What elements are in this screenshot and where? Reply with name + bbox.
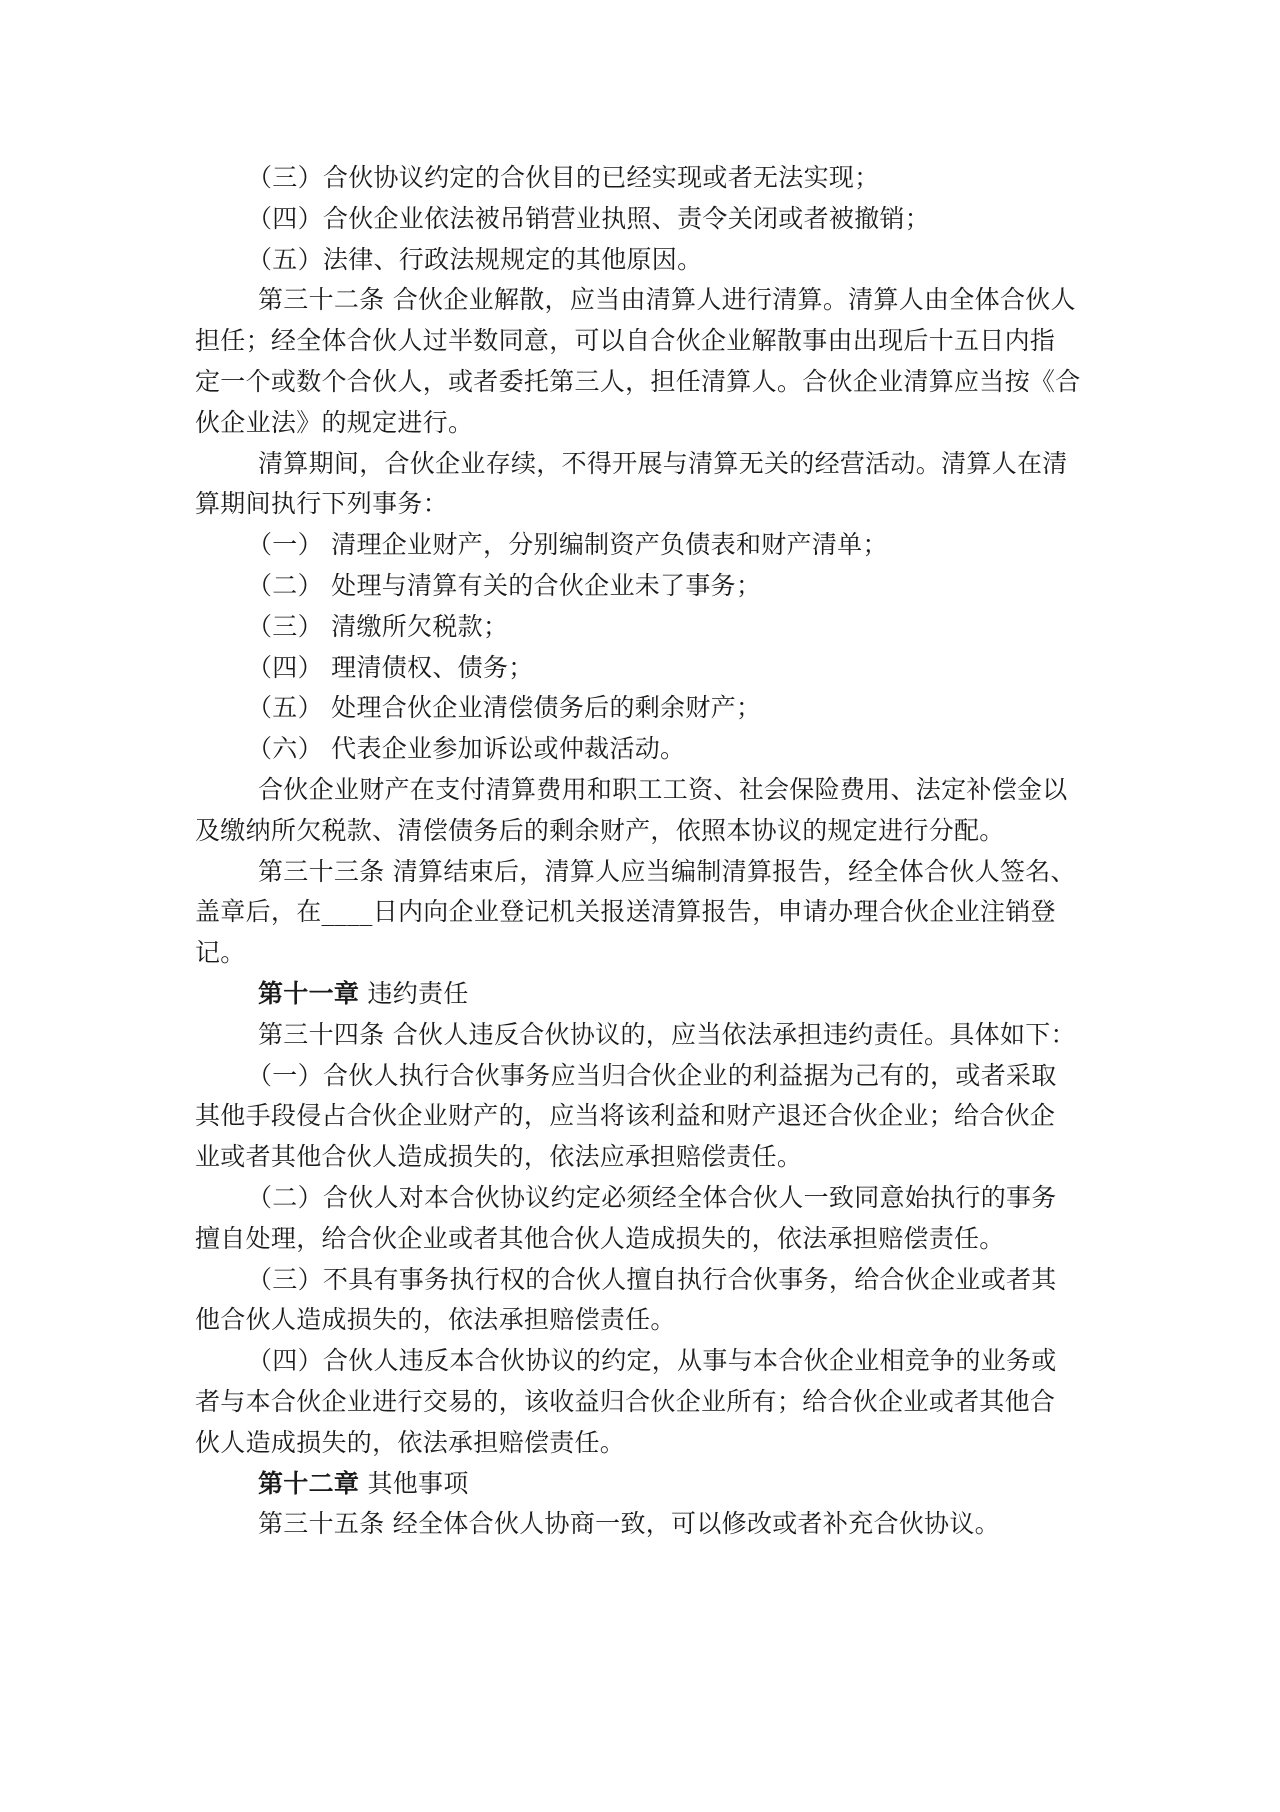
text-line: 定一个或数个合伙人，或者委托第三人，担任清算人。合伙企业清算应当按《合 (195, 366, 1081, 396)
list-item: （五） 处理合伙企业清偿债务后的剩余财产； (247, 693, 762, 723)
list-item: （二） 处理与清算有关的合伙企业未了事务； (247, 570, 762, 600)
article-35-heading-line: 第三十五条 经全体合伙人协商一致，可以修改或者补充合伙协议。 (258, 1509, 1000, 1539)
text-line: 伙企业法》的规定进行。 (195, 407, 474, 437)
text-line: 算期间执行下列事务： (195, 489, 449, 519)
text-line: 记。 (195, 938, 246, 968)
chapter-11-title: 违约责任 (367, 978, 469, 1008)
text-line: （五）法律、行政法规规定的其他原因。 (247, 244, 703, 274)
text-line: 业或者其他合伙人造成损失的，依法应承担赔偿责任。 (195, 1142, 803, 1172)
text-line: 合伙企业财产在支付清算费用和职工工资、社会保险费用、法定补偿金以 (258, 774, 1068, 804)
document-body (195, 158, 1095, 1545)
chapter-11-label: 第十一章 (258, 978, 360, 1008)
text-line: 其他手段侵占合伙企业财产的，应当将该利益和财产退还合伙企业；给合伙企 (195, 1101, 1056, 1131)
text-line: 伙人造成损失的，依法承担赔偿责任。 (195, 1427, 626, 1457)
text-line: 及缴纳所欠税款、清偿债务后的剩余财产，依照本协议的规定进行分配。 (195, 815, 1005, 845)
text-line: （三）合伙协议约定的合伙目的已经实现或者无法实现； (247, 163, 880, 192)
text-line: 者与本合伙企业进行交易的，该收益归合伙企业所有；给合伙企业或者其他合 (195, 1386, 1056, 1416)
list-item: （一） 清理企业财产，分别编制资产负债表和财产清单； (247, 530, 888, 560)
text-line: 担任；经全体合伙人过半数同意，可以自合伙企业解散事由出现后十五日内指 (195, 326, 1056, 356)
text-line: （四）合伙人违反本合伙协议的约定，从事与本合伙企业相竞争的业务或 (247, 1346, 1057, 1376)
text-line: 他合伙人造成损失的，依法承担赔偿责任。 (195, 1305, 676, 1335)
list-item: （四） 理清债权、债务； (247, 652, 534, 682)
article-34-heading-line: 第三十四条 合伙人违反合伙协议的，应当依法承担违约责任。具体如下： (258, 1019, 1076, 1049)
article-33-heading-line: 第三十三条 清算结束后，清算人应当编制清算报告，经全体合伙人签名、 (258, 856, 1076, 886)
chapter-12-heading (195, 1464, 1095, 1505)
list-item: （六） 代表企业参加诉讼或仲裁活动。 (247, 734, 686, 764)
chapter-12-label: 第十二章 (258, 1468, 360, 1498)
text-line: 盖章后，在____日内向企业登记机关报送清算报告，申请办理合伙企业注销登 (195, 897, 1056, 927)
text-line: 清算期间，合伙企业存续，不得开展与清算无关的经营活动。清算人在清 (258, 448, 1068, 478)
text-line: （三）不具有事务执行权的合伙人擅自执行合伙事务，给合伙企业或者其 (247, 1264, 1057, 1294)
list-item: （三） 清缴所欠税款； (247, 611, 509, 641)
text-line: （二）合伙人对本合伙协议约定必须经全体合伙人一致同意始执行的事务 (247, 1182, 1057, 1212)
text-line: （四）合伙企业依法被吊销营业执照、责令关闭或者被撤销； (247, 203, 931, 233)
text-line: （一）合伙人执行合伙事务应当归合伙企业的利益据为己有的，或者采取 (247, 1060, 1057, 1090)
text-line: 擅自处理，给合伙企业或者其他合伙人造成损失的，依法承担赔偿责任。 (195, 1223, 1005, 1253)
article-32-heading-line: 第三十二条 合伙企业解散，应当由清算人进行清算。清算人由全体合伙人 (258, 285, 1076, 315)
chapter-11-heading (195, 974, 1095, 1015)
chapter-12-title: 其他事项 (367, 1468, 469, 1498)
